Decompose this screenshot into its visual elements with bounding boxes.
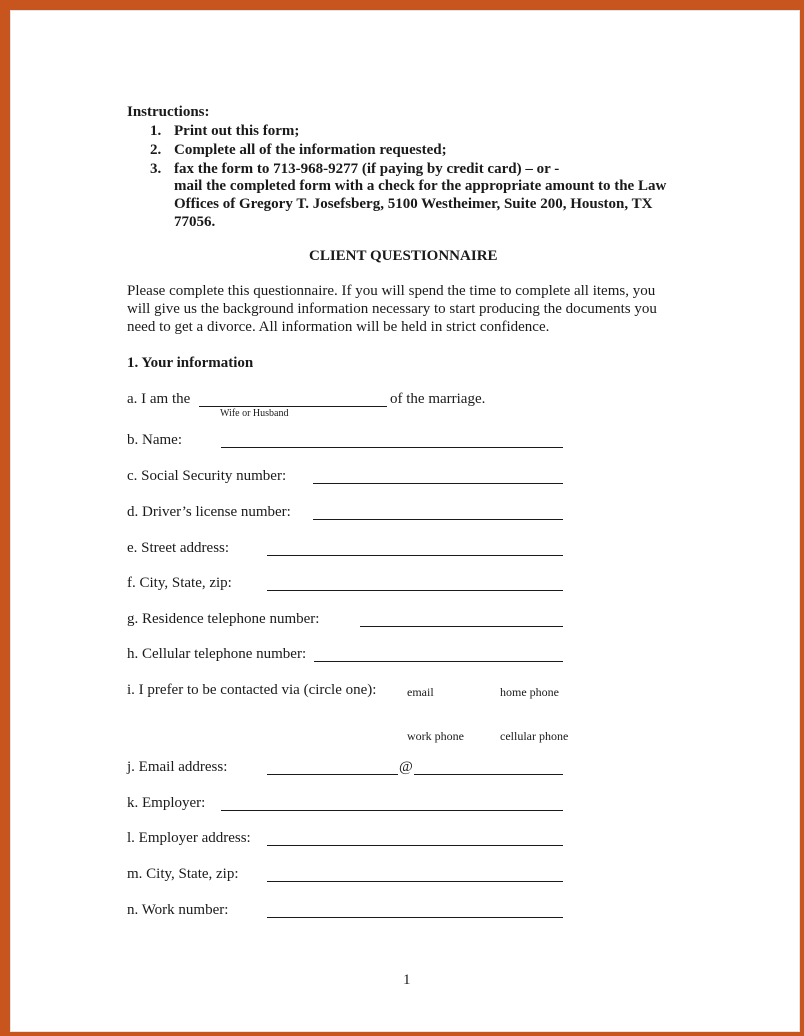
ssn-label: c. Social Security number: (127, 468, 287, 484)
contact-option-home-phone[interactable]: home phone (500, 685, 559, 699)
instruction-3-text: fax the form to 713-968-9277 (if paying by credit card) – or - (174, 161, 560, 177)
employer-address-label: l. Employer address: (127, 830, 251, 846)
contact-option-email[interactable]: email (407, 685, 434, 699)
instructions-heading: Instructions: (127, 104, 210, 120)
employer-city-state-zip-label: m. City, State, zip: (127, 866, 239, 882)
employer-label: k. Employer: (127, 795, 206, 811)
wife-or-husband-field[interactable] (199, 406, 387, 407)
employer-city-state-zip-field[interactable] (267, 881, 563, 882)
instruction-3-continued-line-3: 77056. (174, 214, 216, 230)
instruction-2-number: 2. (150, 142, 162, 158)
city-state-zip-field[interactable] (267, 590, 563, 591)
wife-or-husband-hint: Wife or Husband (220, 408, 289, 419)
instruction-3-continued-line-1: mail the completed form with a check for the appropriate amount to the Law (174, 178, 667, 194)
name-label: b. Name: (127, 432, 182, 448)
field-a-suffix: of the marriage. (390, 391, 486, 407)
instruction-2-text: Complete all of the information requested; (174, 142, 447, 158)
email-at-sign: @ (399, 759, 413, 775)
ssn-field[interactable] (313, 483, 563, 484)
contact-preference-label: i. I prefer to be contacted via (circle one): (127, 682, 377, 698)
street-address-field[interactable] (267, 555, 563, 556)
document-page (10, 10, 800, 1032)
instruction-1-number: 1. (150, 123, 162, 139)
contact-option-cellular-phone[interactable]: cellular phone (500, 729, 569, 743)
contact-option-work-phone[interactable]: work phone (407, 729, 464, 743)
cellular-phone-label: h. Cellular telephone number: (127, 646, 307, 662)
name-field[interactable] (221, 447, 563, 448)
city-state-zip-label: f. City, State, zip: (127, 575, 232, 591)
section-1-heading: 1. Your information (127, 355, 254, 371)
intro-line-2: will give us the background information necessary to start producing the documents you (127, 301, 657, 317)
drivers-license-label: d. Driver’s license number: (127, 504, 291, 520)
email-address-label: j. Email address: (127, 759, 228, 775)
email-domain-field[interactable] (414, 774, 563, 775)
intro-line-1: Please complete this questionnaire. If you will spend the time to complete all items, you (127, 283, 656, 299)
instruction-3-continued-line-2: Offices of Gregory T. Josefsberg, 5100 Westheimer, Suite 200, Houston, TX (174, 196, 653, 212)
form-title: CLIENT QUESTIONNAIRE (309, 248, 498, 264)
page-number: 1 (403, 972, 411, 988)
residence-phone-label: g. Residence telephone number: (127, 611, 320, 627)
work-number-field[interactable] (267, 917, 563, 918)
drivers-license-field[interactable] (313, 519, 563, 520)
residence-phone-field[interactable] (360, 626, 563, 627)
employer-field[interactable] (221, 810, 563, 811)
cellular-phone-field[interactable] (314, 661, 563, 662)
field-a-label: a. I am the (127, 391, 191, 407)
employer-address-field[interactable] (267, 845, 563, 846)
instruction-3-number: 3. (150, 161, 162, 177)
instruction-1-text: Print out this form; (174, 123, 300, 139)
intro-line-3: need to get a divorce. All information will be held in strict confidence. (127, 319, 550, 335)
street-address-label: e. Street address: (127, 540, 230, 556)
work-number-label: n. Work number: (127, 902, 229, 918)
email-username-field[interactable] (267, 774, 398, 775)
